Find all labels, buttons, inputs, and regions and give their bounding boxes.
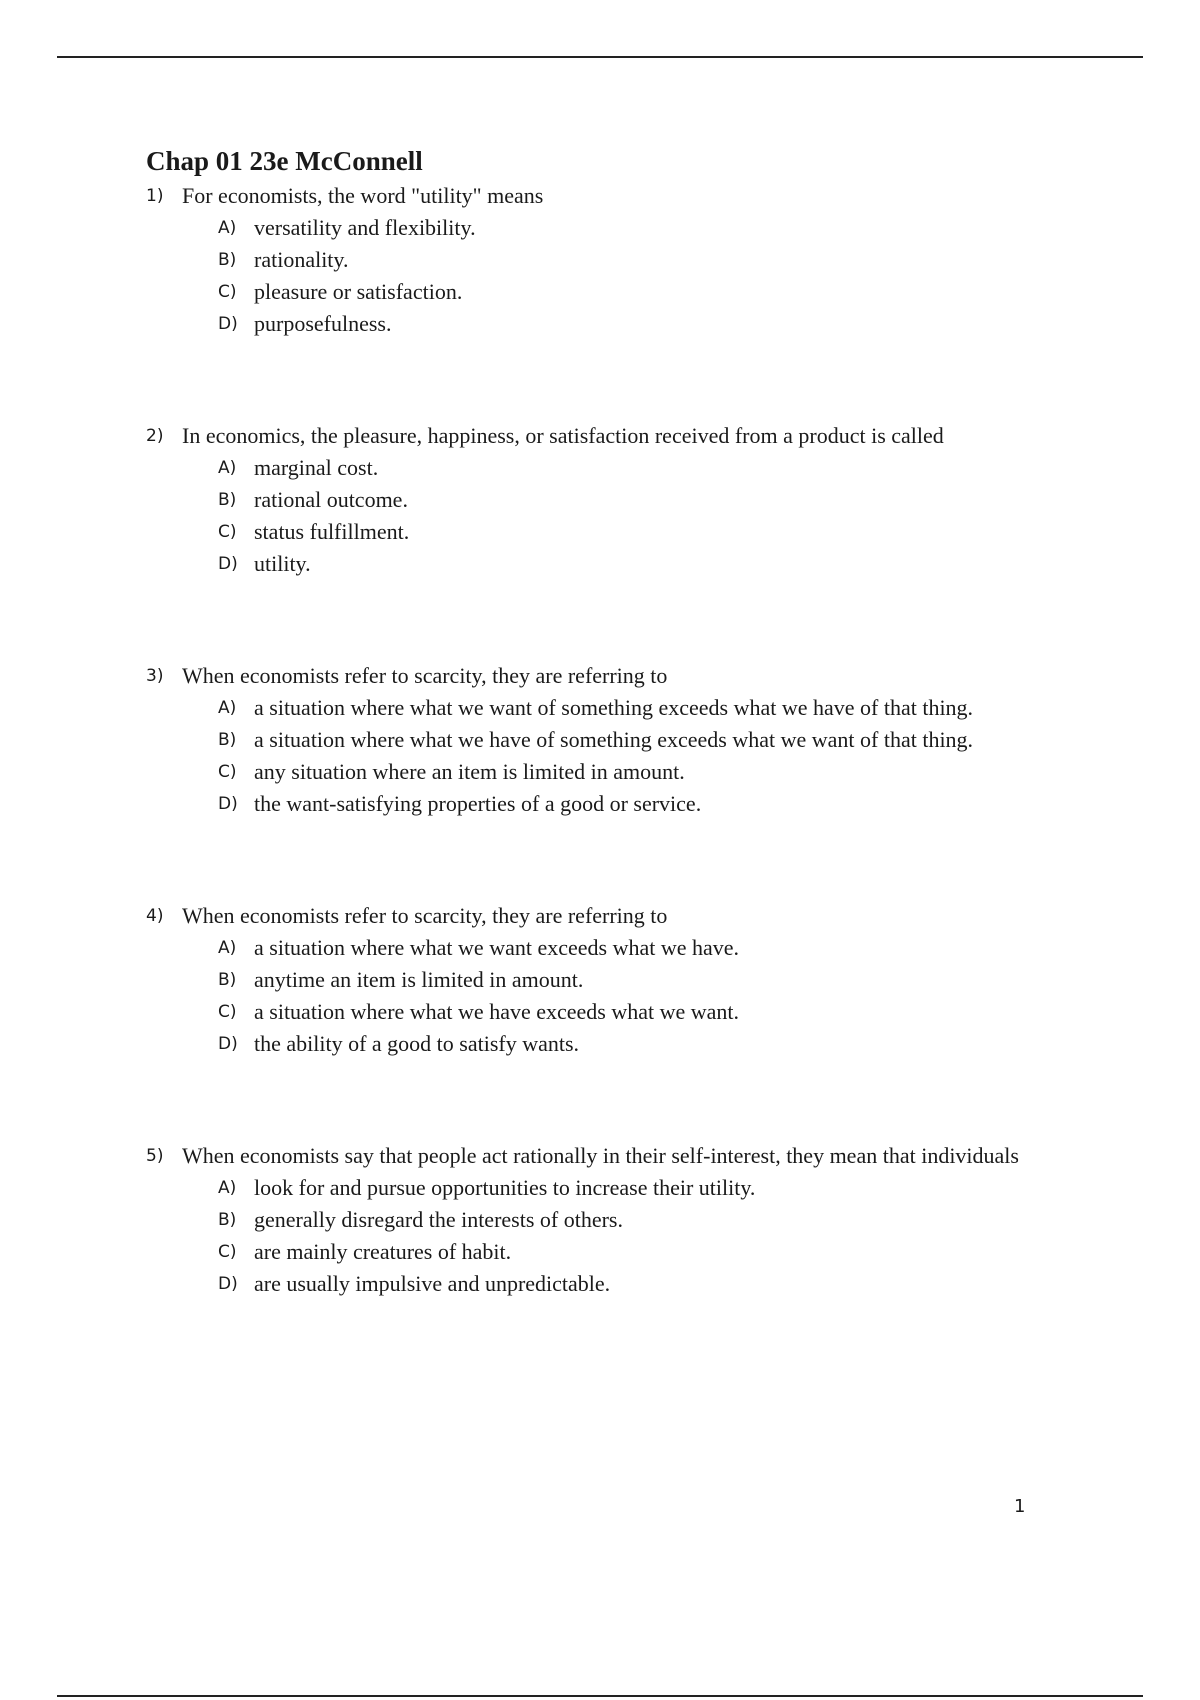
question-stem bbox=[146, 180, 1076, 212]
question-2 bbox=[146, 420, 1076, 580]
option-text: a situation where what we have of something exceeds what we want of that thing. bbox=[254, 727, 974, 752]
option-letter: C) bbox=[218, 762, 237, 782]
document-body bbox=[146, 144, 1076, 1380]
option-text: the ability of a good to satisfy wants. bbox=[254, 1031, 580, 1056]
option-text: status fulfillment. bbox=[254, 519, 410, 544]
answer-option-d bbox=[218, 308, 1076, 340]
answer-option-c bbox=[218, 1236, 1076, 1268]
question-text: When economists say that people act rationally in their self-interest, they mean that individuals bbox=[182, 1143, 1019, 1168]
option-letter: D) bbox=[218, 1034, 238, 1054]
option-letter: A) bbox=[218, 458, 237, 478]
option-text: are mainly creatures of habit. bbox=[254, 1239, 512, 1264]
option-letter: C) bbox=[218, 522, 237, 542]
answer-option-b bbox=[218, 964, 1076, 996]
bottom-rule bbox=[57, 1695, 1143, 1697]
option-letter: D) bbox=[218, 314, 238, 334]
question-stem bbox=[146, 660, 1076, 692]
option-text: marginal cost. bbox=[254, 455, 379, 480]
option-letter: B) bbox=[218, 490, 237, 510]
answer-option-d bbox=[218, 788, 1076, 820]
answer-option-c bbox=[218, 516, 1076, 548]
option-letter: A) bbox=[218, 938, 237, 958]
option-text: rationality. bbox=[254, 247, 349, 272]
answer-option-b bbox=[218, 244, 1076, 276]
answer-option-b bbox=[218, 724, 1076, 756]
option-letter: C) bbox=[218, 1242, 237, 1262]
question-4 bbox=[146, 900, 1076, 1060]
option-letter: B) bbox=[218, 730, 237, 750]
option-text: are usually impulsive and unpredictable. bbox=[254, 1271, 611, 1296]
document-title: Chap 01 23e McConnell bbox=[146, 146, 423, 176]
question-stem bbox=[146, 420, 1076, 452]
answer-option-d bbox=[218, 548, 1076, 580]
question-1 bbox=[146, 180, 1076, 340]
option-text: purposefulness. bbox=[254, 311, 392, 336]
option-text: a situation where what we want of something exceeds what we have of that thing. bbox=[254, 695, 974, 720]
option-letter: A) bbox=[218, 1178, 237, 1198]
top-rule bbox=[57, 56, 1143, 58]
option-letter: A) bbox=[218, 218, 237, 238]
question-stem bbox=[146, 900, 1076, 932]
page-number: 1 bbox=[1014, 1496, 1026, 1517]
answer-options bbox=[146, 692, 1076, 820]
answer-option-b bbox=[218, 1204, 1076, 1236]
answer-option-a bbox=[218, 212, 1076, 244]
option-letter: D) bbox=[218, 554, 238, 574]
question-5 bbox=[146, 1140, 1076, 1300]
answer-options bbox=[146, 452, 1076, 580]
question-number: 3) bbox=[146, 666, 164, 686]
question-text: In economics, the pleasure, happiness, or satisfaction received from a product is called bbox=[182, 423, 944, 448]
option-text: a situation where what we have exceeds what we want. bbox=[254, 999, 740, 1024]
option-text: the want-satisfying properties of a good or service. bbox=[254, 791, 702, 816]
question-number: 4) bbox=[146, 906, 164, 926]
question-text: For economists, the word "utility" means bbox=[182, 183, 544, 208]
option-text: any situation where an item is limited in amount. bbox=[254, 759, 685, 784]
answer-option-a bbox=[218, 932, 1076, 964]
question-stem bbox=[146, 1140, 1076, 1172]
answer-options bbox=[146, 212, 1076, 340]
answer-option-a bbox=[218, 452, 1076, 484]
question-number: 1) bbox=[146, 186, 164, 206]
answer-option-c bbox=[218, 996, 1076, 1028]
question-text: When economists refer to scarcity, they are referring to bbox=[182, 903, 668, 928]
answer-options bbox=[146, 1172, 1076, 1300]
question-3 bbox=[146, 660, 1076, 820]
option-letter: C) bbox=[218, 282, 237, 302]
option-letter: B) bbox=[218, 970, 237, 990]
option-letter: D) bbox=[218, 1274, 238, 1294]
answer-option-a bbox=[218, 1172, 1076, 1204]
question-text: When economists refer to scarcity, they are referring to bbox=[182, 663, 668, 688]
answer-option-b bbox=[218, 484, 1076, 516]
option-letter: B) bbox=[218, 250, 237, 270]
option-letter: A) bbox=[218, 698, 237, 718]
option-text: anytime an item is limited in amount. bbox=[254, 967, 584, 992]
answer-option-a bbox=[218, 692, 1076, 724]
option-text: versatility and flexibility. bbox=[254, 215, 476, 240]
answer-option-d bbox=[218, 1028, 1076, 1060]
option-letter: D) bbox=[218, 794, 238, 814]
answer-option-c bbox=[218, 756, 1076, 788]
option-text: utility. bbox=[254, 551, 311, 576]
option-text: pleasure or satisfaction. bbox=[254, 279, 463, 304]
option-text: rational outcome. bbox=[254, 487, 408, 512]
option-text: a situation where what we want exceeds what we have. bbox=[254, 935, 740, 960]
option-letter: C) bbox=[218, 1002, 237, 1022]
option-text: generally disregard the interests of others. bbox=[254, 1207, 623, 1232]
answer-option-d bbox=[218, 1268, 1076, 1300]
option-letter: B) bbox=[218, 1210, 237, 1230]
question-number: 2) bbox=[146, 426, 164, 446]
option-text: look for and pursue opportunities to increase their utility. bbox=[254, 1175, 756, 1200]
answer-options bbox=[146, 932, 1076, 1060]
answer-option-c bbox=[218, 276, 1076, 308]
question-number: 5) bbox=[146, 1146, 164, 1166]
